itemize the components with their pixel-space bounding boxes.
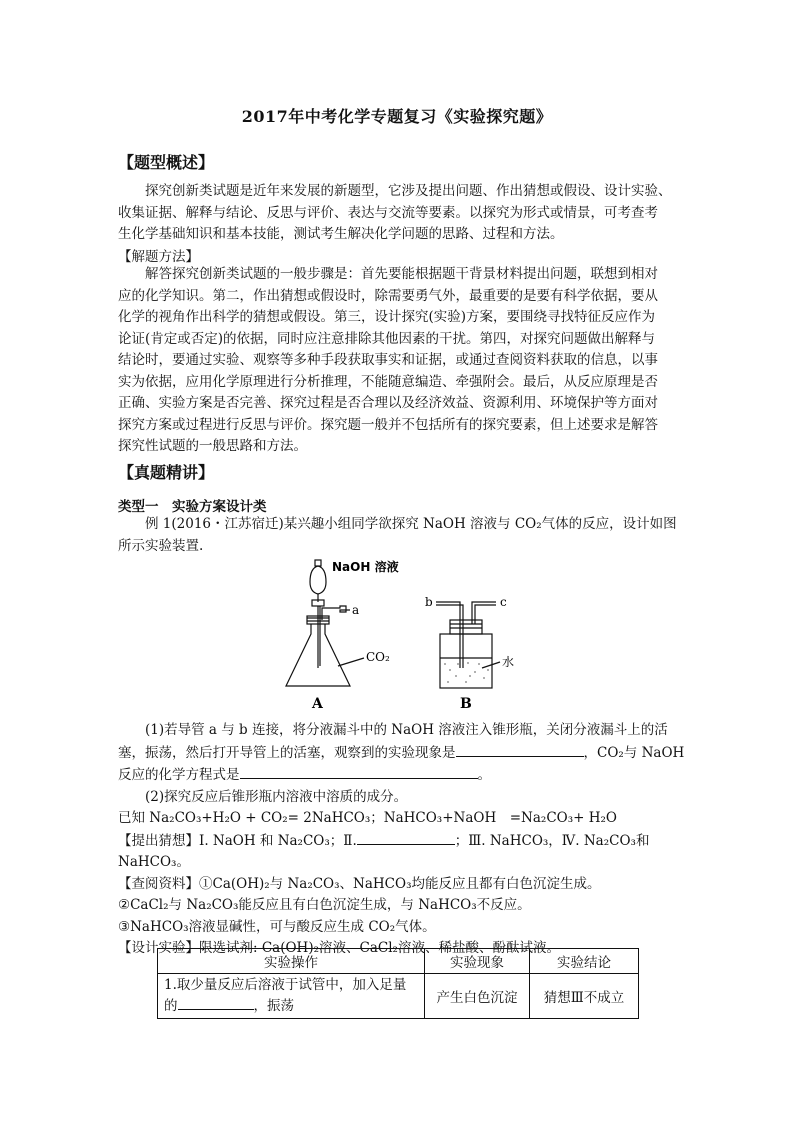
q1-line3-text: 反应的化学方程式是	[118, 767, 240, 783]
answer-blank-hypothesis[interactable]	[357, 830, 455, 845]
page-title: 2017年中考化学专题复习《实验探究题》	[241, 107, 553, 126]
design-line: 【设计实验】限选试剂: Ca(OH)₂溶液、CaCl₂溶液、稀盐酸、酚酞试液。	[118, 940, 560, 956]
method-paragraph	[118, 264, 678, 458]
table-header: 实验现象	[425, 949, 530, 974]
method-line: 解答探究创新类试题的一般步骤是：首先要能根据题干背景材料提出问题，联想到相对	[145, 266, 658, 282]
table-header: 实验操作	[158, 949, 425, 974]
questions-paragraph	[118, 720, 685, 960]
q1-line3-tail: 。	[477, 767, 491, 783]
table-header: 实验结论	[530, 949, 639, 974]
q1-line2-text: 塞，振荡，然后打开导管上的活塞，观察到的实验现象是	[118, 744, 456, 761]
apparatus-diagram	[280, 558, 520, 714]
method-line: 结论时，要通过实验、观察等多种手段获取事实和证据，或通过查阅资料获取的信息，以事	[118, 352, 658, 368]
table-cell-conclusion: 猜想Ⅲ不成立	[530, 974, 639, 1019]
hypothesis-line2: NaHCO₃。	[118, 854, 190, 870]
hypothesis-text: 【提出猜想】Ⅰ. NaOH 和 Na₂CO₃；Ⅱ.	[118, 832, 357, 849]
overview-heading: 【题型概述】	[118, 153, 215, 172]
tube-a-label: a	[352, 603, 360, 617]
operation-text: 的	[164, 998, 178, 1014]
table-cell-operation	[158, 974, 425, 1019]
reference-line: ②CaCl₂与 Na₂CO₃能反应且有白色沉淀生成，与 NaHCO₃不反应。	[118, 897, 531, 913]
q1-line2	[118, 742, 685, 765]
method-line: 实为依据，应用化学原理进行分析推理，不能随意编造、牵强附会。最后，从反应原理是否	[118, 373, 658, 390]
answer-blank-phenomenon[interactable]	[456, 742, 584, 757]
real-heading: 【真题精讲】	[118, 463, 215, 482]
example-line: 所示实验装置.	[118, 537, 204, 554]
q2-line: (2)探究反应后锥形瓶内溶液中溶质的成分。	[145, 788, 408, 805]
table-cell-phenomenon: 产生白色沉淀	[425, 974, 530, 1019]
overview-line: 探究创新类试题是近年来发展的新题型，它涉及提出问题、作出猜想或假设、设计实验、	[145, 183, 672, 199]
bottle-b-label: B	[460, 696, 472, 712]
experiment-table	[157, 948, 639, 1019]
tube-b-label: b	[425, 595, 433, 609]
known-line: 已知 Na₂CO₃+H₂O + CO₂= 2NaHCO₃；NaHCO₃+NaOH =Na₂CO₃+ H₂O	[118, 810, 617, 826]
reference-line: 【查阅资料】①Ca(OH)₂与 Na₂CO₃、NaHCO₃均能反应且都有白色沉淀生成。	[118, 875, 601, 892]
tube-c-label: c	[500, 595, 507, 609]
flask-a-label: A	[312, 696, 323, 712]
answer-blank-equation[interactable]	[240, 764, 478, 779]
example-paragraph	[118, 514, 678, 557]
method-line: 探究性试题的一般思路和方法。	[118, 438, 307, 454]
overview-line: 生化学基础知识和基本技能，测试考生解决化学问题的思路、过程和方法。	[118, 226, 564, 242]
operation-tail: ，振荡	[253, 998, 294, 1014]
q1-line3	[118, 764, 678, 787]
co2-label: CO₂	[366, 650, 390, 664]
method-line: 应的化学知识。第二，作出猜想或假设时，除需要勇气外，最重要的是要有科学依据，要从	[118, 287, 658, 304]
method-line: 论证(肯定或否定)的依据，同时应注意排除其他因素的干扰。第四，对探究问题做出解释与	[118, 330, 656, 347]
overview-paragraph	[118, 181, 678, 246]
method-line: 化学的视角作出科学的猜想或假设。第三，设计探究(实验)方案，要围绕寻找特征反应作为	[118, 309, 656, 325]
table-header-row	[158, 949, 639, 974]
naoh-label: NaOH 溶液	[332, 560, 399, 574]
example-line: 例 1(2016・江苏宿迁)某兴趣小组同学欲探究 NaOH 溶液与 CO₂气体的反应，设计如图	[145, 516, 677, 532]
answer-blank-reagent[interactable]	[178, 995, 254, 1010]
water-label: 水	[502, 655, 515, 669]
overview-line: 收集证据、解释与结论、反思与评价、表达与交流等要素。以探究为形式或情景，可考查考	[118, 204, 658, 221]
reference-line: ③NaHCO₃溶液显碱性，可与酸反应生成 CO₂气体。	[118, 918, 436, 935]
method-line: 探究方案或过程进行反思与评价。探究题一般并不包括所有的探究要素，但上述要求是解答	[118, 416, 658, 433]
q1-line2-tail: ，CO₂与 NaOH	[583, 744, 685, 761]
method-line: 正确、实验方案是否完善、探究过程是否合理以及经济效益、资源利用、环境保护等方面对	[118, 395, 658, 411]
operation-text: 1.取少量反应后溶液于试管中，加入足量	[164, 977, 407, 993]
method-heading: 【解题方法】	[118, 249, 199, 265]
hypothesis-tail: ；Ⅲ. NaHCO₃，Ⅳ. Na₂CO₃和	[454, 832, 650, 849]
table-row	[158, 974, 639, 1019]
type1-heading: 类型一 实验方案设计类	[118, 499, 267, 515]
hypothesis-line	[118, 830, 678, 853]
q1-line1: (1)若导管 a 与 b 连接，将分液漏斗中的 NaOH 溶液注入锥形瓶，关闭分液漏斗上的活	[145, 722, 668, 738]
